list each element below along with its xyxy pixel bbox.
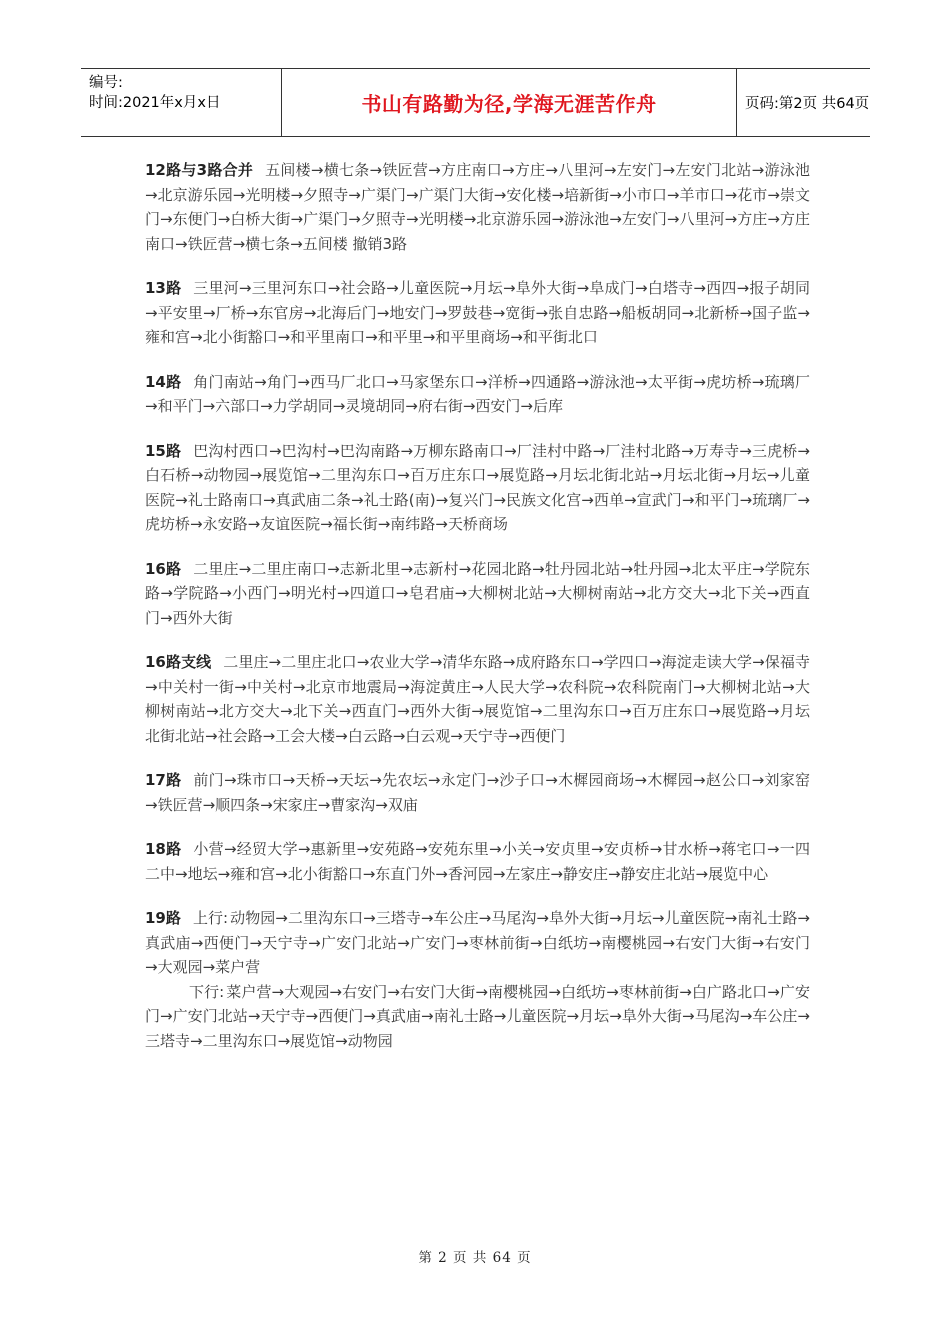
route-list — [145, 158, 810, 1073]
route-19-up — [145, 906, 810, 980]
route-entry-16 — [145, 557, 810, 631]
document-date-label: 时间:2021年x月x日 — [89, 95, 221, 111]
route-stops: 五间楼→横七条→铁匠营→方庄南口→方庄→八里河→左安门→左安门北站→游泳池→北京游乐园→光明楼→夕照寺→广渠门→广渠门大街→安化楼→培新街→小市口→羊市口→花市→崇文门→东便门→白桥大街→广渠门→夕照寺→光明楼→北京游乐园→游泳池→左安门→八里河→方庄→方庄南口→铁匠营→横七条→五间楼 撤销3路 — [145, 161, 810, 253]
route-entry-17 — [145, 768, 810, 817]
direction-up-label: 上行: — [192, 909, 229, 927]
route-stops: 角门南站→角门→西马厂北口→马家堡东口→洋桥→四通路→游泳池→太平街→虎坊桥→琉璃厂→和平门→六部口→力学胡同→灵境胡同→府右街→西安门→后库 — [145, 372, 810, 415]
route-entry-13 — [145, 276, 810, 350]
route-name: 18路 — [145, 840, 182, 858]
route-stops-down: 菜户营→大观园→右安门→右安门大街→南樱桃园→白纸坊→枣林前街→白广路北口→广安门→广安门北站→天宁寺→西便门→真武庙→南礼士路→儿童医院→月坛→阜外大街→马尾沟→车公庄→三塔寺→二里沟东口→展览馆→动物园 — [145, 982, 810, 1050]
route-stops: 巴沟村西口→巴沟村→巴沟南路→万柳东路南口→厂洼村中路→厂洼村北路→万寿寺→三虎桥→白石桥→动物园→展览馆→二里沟东口→百万庄东口→展览路→月坛北街北站→月坛北街→月坛→儿童医院→礼士路南口→真武庙二条→礼士路(南)→复兴门→民族文化宫→西单→宣武门→和平门→琉璃厂→虎坊桥→永安路→友谊医院→福长街→南纬路→天桥商场 — [145, 441, 810, 533]
route-entry-18 — [145, 837, 810, 886]
route-name: 17路 — [145, 771, 182, 789]
header-meta — [81, 69, 282, 136]
header-motto: 书山有路勤为径,学海无涯苦作舟 — [282, 69, 737, 136]
route-stops: 二里庄→二里庄南口→志新北里→志新村→花园北路→牡丹园北站→牡丹园→北太平庄→学院东路→学院路→小西门→明光村→四道口→皂君庙→大柳树北站→大柳树南站→北方交大→北下关→西直门→西外大街 — [145, 559, 810, 627]
route-name: 16路支线 — [145, 653, 212, 671]
route-19-down — [145, 980, 810, 1054]
route-stops: 小营→经贸大学→惠新里→安苑路→安苑东里→小关→安贞里→安贞桥→甘水桥→蒋宅口→一四二中→地坛→雍和宫→北小街豁口→东直门外→香河园→左家庄→静安庄→静安庄北站→展览中心 — [145, 840, 810, 883]
header-page-label: 页码:第2页 共64页 — [745, 96, 870, 112]
route-name: 12路与3路合并 — [145, 161, 254, 179]
route-stops: 二里庄→二里庄北口→农业大学→清华东路→成府路东口→学四口→海淀走读大学→保福寺→中关村一街→中关村→北京市地震局→海淀黄庄→人民大学→农科院→农科院南门→大柳树北站→大柳树南站→北方交大→北下关→西直门→西外大街→展览馆→二里沟东口→百万庄东口→展览路→月坛北街北站→社会路→工会大楼→白云路→白云观→天宁寺→西便门 — [145, 653, 811, 745]
route-name: 13路 — [145, 279, 182, 297]
direction-down-label: 下行: — [189, 982, 225, 1001]
route-entry-16-branch — [145, 650, 810, 748]
route-entry-15 — [145, 439, 810, 537]
page-footer: 第 2 页 共 64 页 — [418, 1250, 532, 1266]
document-code-label: 编号: — [89, 75, 123, 91]
route-stops-up: 动物园→二里沟东口→三塔寺→车公庄→马尾沟→阜外大街→月坛→儿童医院→南礼士路→真武庙→西便门→天宁寺→广安门北站→广安门→枣林前街→白纸坊→南樱桃园→右安门大街→右安门→大观园→菜户营 — [145, 909, 811, 976]
route-stops: 三里河→三里河东口→社会路→儿童医院→月坛→阜外大街→阜成门→白塔寺→西四→报子胡同→平安里→厂桥→东官房→北海后门→地安门→罗鼓巷→宽街→张自忠路→船板胡同→北新桥→国子监→雍和宫→北小街豁口→和平里南口→和平里→和平里商场→和平街北口 — [145, 279, 810, 346]
page-header — [81, 68, 870, 137]
route-name: 19路 — [145, 909, 181, 927]
route-entry-12 — [145, 158, 810, 256]
route-name: 14路 — [145, 372, 182, 391]
route-entry-14 — [145, 370, 810, 419]
route-name: 15路 — [145, 441, 182, 460]
route-name: 16路 — [145, 559, 182, 578]
route-stops: 前门→珠市口→天桥→天坛→先农坛→永定门→沙子口→木樨园商场→木樨园→赵公口→刘家窑→铁匠营→顺四条→宋家庄→曹家沟→双庙 — [145, 771, 810, 814]
route-entry-19 — [145, 906, 810, 1053]
